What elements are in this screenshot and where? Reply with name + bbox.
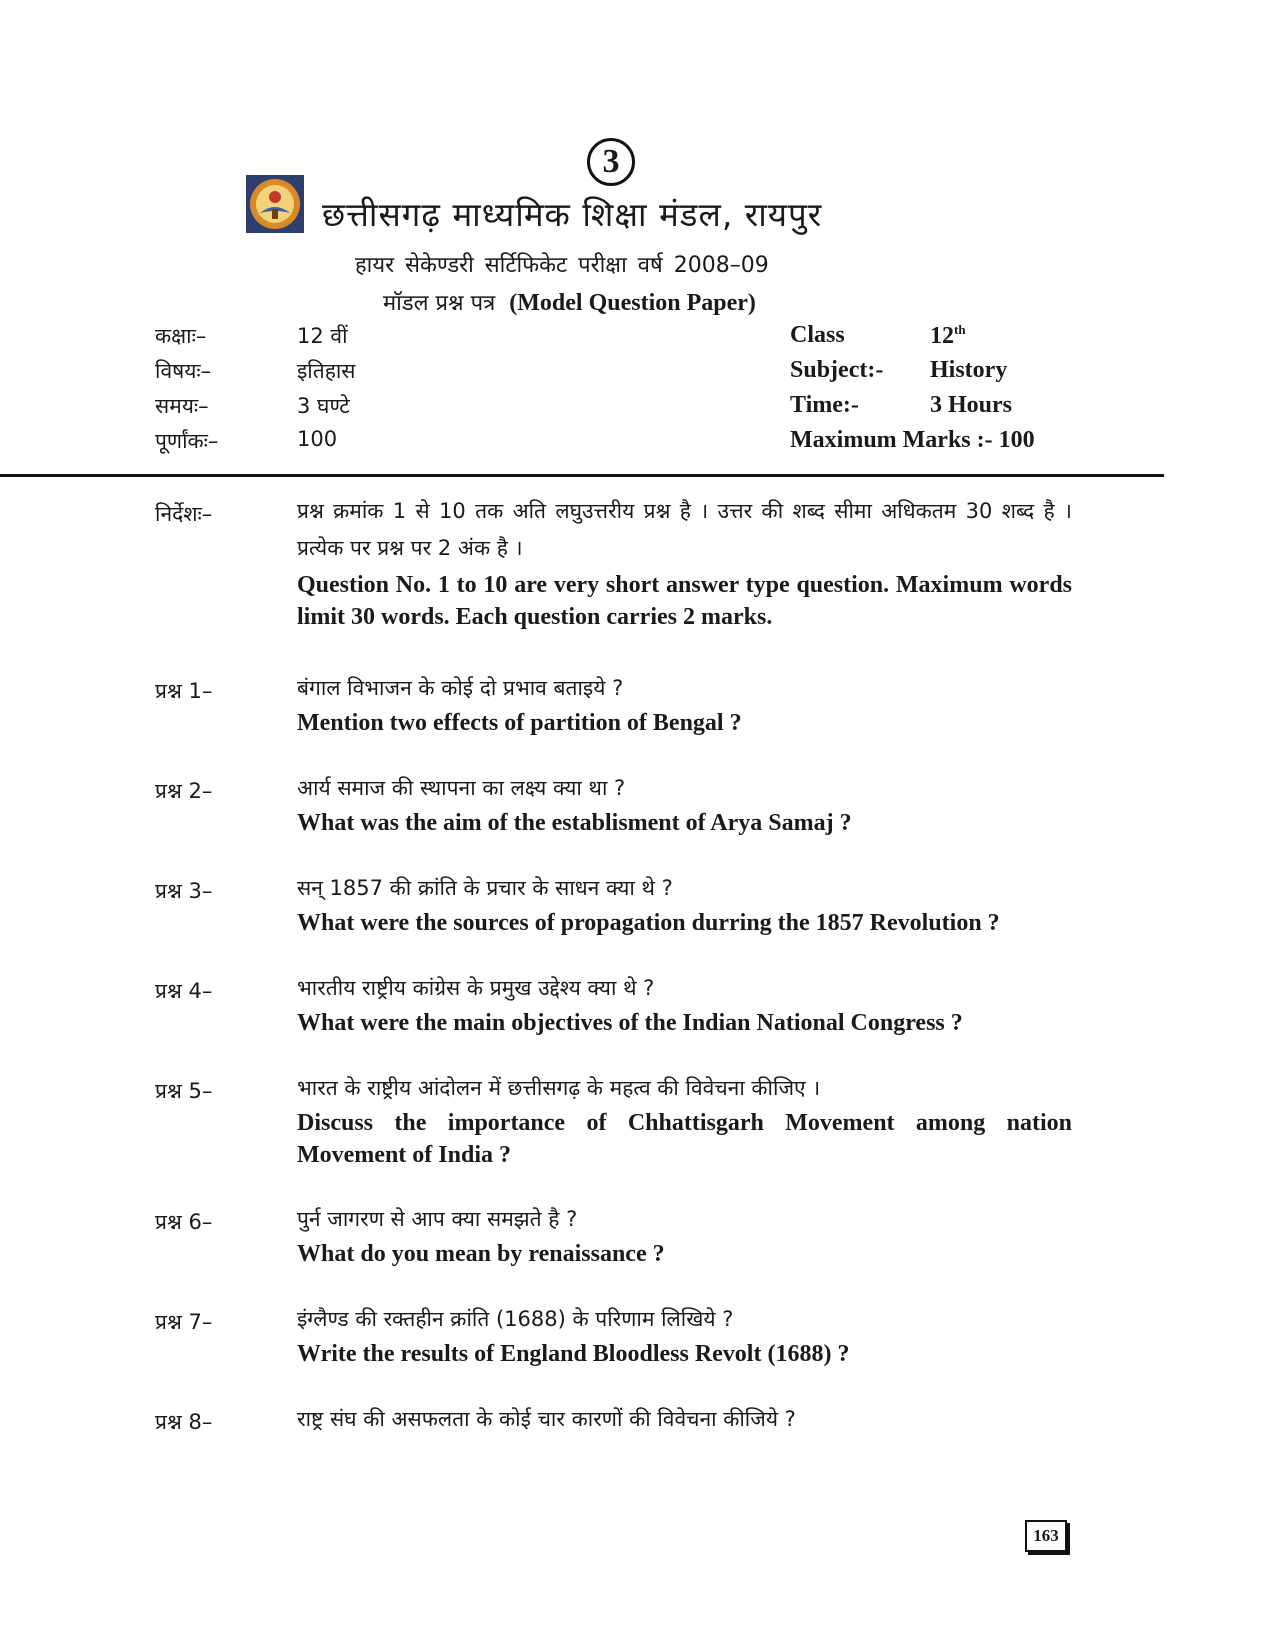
instructions-label: निर्देशः–	[155, 502, 213, 526]
paper-type	[383, 287, 756, 317]
instructions-english: Question No. 1 to 10 are very short answer type question. Maximum words limit 30 words. Each question carries 2 marks.	[297, 572, 1072, 630]
question-label: प्रश्न 6–	[155, 1210, 213, 1234]
class-suffix: th	[954, 322, 966, 337]
meta-label-hi: विषयः–	[155, 359, 212, 383]
meta-label-en: Maximum Marks :- 100	[790, 427, 1035, 453]
question-hindi: पुर्न जागरण से आप क्या समझते है ?	[297, 1207, 578, 1231]
question-english: Mention two effects of partition of Bengal ?	[297, 710, 742, 736]
question-hindi: बंगाल विभाजन के कोई दो प्रभाव बताइये ?	[297, 676, 624, 700]
meta-value-en: History	[930, 357, 1008, 383]
question-hindi: सन् 1857 की क्रांति के प्रचार के साधन क्या थे ?	[297, 876, 673, 900]
meta-value-hi: 3 घण्टे	[297, 394, 350, 418]
question-hindi: आर्य समाज की स्थापना का लक्ष्य क्या था ?	[297, 776, 626, 800]
question-label: प्रश्न 8–	[155, 1410, 213, 1434]
meta-value-en	[930, 322, 966, 350]
meta-row-subject	[0, 357, 1100, 387]
page-number: 163	[1025, 1520, 1067, 1552]
question-item	[297, 670, 1072, 739]
question-english: What were the sources of propagation durring the 1857 Revolution ?	[297, 910, 1000, 936]
paper-number-badge	[587, 138, 635, 186]
meta-label-en: Class	[790, 322, 845, 348]
meta-label-hi: समयः–	[155, 394, 209, 418]
question-label: प्रश्न 4–	[155, 979, 213, 1003]
question-english: What do you mean by renaissance ?	[297, 1241, 665, 1267]
board-logo	[246, 175, 304, 233]
question-item	[297, 770, 1072, 839]
paper-number: 3	[602, 143, 620, 180]
meta-row-class	[0, 322, 1100, 352]
meta-value-hi: इतिहास	[297, 359, 356, 383]
question-label: प्रश्न 3–	[155, 879, 213, 903]
question-english: What were the main objectives of the Indian National Congress ?	[297, 1010, 963, 1036]
board-name: छत्तीसगढ़ माध्यमिक शिक्षा मंडल, रायपुर	[322, 195, 823, 234]
question-item	[297, 1201, 1072, 1270]
question-item	[297, 1401, 1072, 1438]
question-label: प्रश्न 5–	[155, 1079, 213, 1103]
question-hindi: भारतीय राष्ट्रीय कांग्रेस के प्रमुख उद्देश्य क्या थे ?	[297, 976, 655, 1000]
question-label: प्रश्न 2–	[155, 779, 213, 803]
meta-value-hi: 12 वीं	[297, 324, 348, 348]
meta-label-hi: कक्षाः–	[155, 324, 207, 348]
meta-row-time	[0, 392, 1100, 422]
paper-type-hindi: मॉडल प्रश्न पत्र	[383, 291, 496, 316]
meta-value-en: 3 Hours	[930, 392, 1013, 418]
meta-row-marks	[0, 427, 1100, 457]
instructions-hindi: प्रश्न क्रमांक 1 से 10 तक अति लघुउत्तरीय प्रश्न है । उत्तर की शब्द सीमा अधिकतम 30 शब्द है । प्रत्येक पर प्रश्न पर 2 अंक है ।	[297, 499, 1072, 560]
meta-label-en: Subject:-	[790, 357, 884, 383]
paper-type-english: (Model Question Paper)	[509, 290, 756, 316]
question-english: What was the aim of the establisment of Arya Samaj ?	[297, 810, 852, 836]
meta-value-hi: 100	[297, 427, 338, 451]
meta-label-hi: पूर्णांकः–	[155, 429, 219, 453]
header-divider	[0, 474, 1164, 477]
meta-label-en: Time:-	[790, 392, 859, 418]
exam-title: हायर सेकेण्डरी सर्टिफिकेट परीक्षा वर्ष 2008–09	[355, 253, 769, 278]
question-hindi: राष्ट्र संघ की असफलता के कोई चार कारणों की विवेचना कीजिये ?	[297, 1407, 796, 1431]
instructions	[297, 493, 1072, 633]
question-item	[297, 1070, 1072, 1171]
question-hindi: इंग्लैण्ड की रक्तहीन क्रांति (1688) के परिणाम लिखिये ?	[297, 1307, 734, 1331]
question-english: Write the results of England Bloodless Revolt (1688) ?	[297, 1341, 850, 1367]
question-item	[297, 970, 1072, 1039]
question-english: Discuss the importance of Chhattisgarh Movement among nation Movement of India ?	[297, 1110, 1072, 1168]
question-hindi: भारत के राष्ट्रीय आंदोलन में छत्तीसगढ़ के महत्व की विवेचना कीजिए ।	[297, 1076, 821, 1100]
question-item	[297, 1301, 1072, 1370]
question-label: प्रश्न 7–	[155, 1310, 213, 1334]
question-item	[297, 870, 1072, 939]
question-label: प्रश्न 1–	[155, 679, 213, 703]
class-number: 12	[930, 323, 954, 349]
